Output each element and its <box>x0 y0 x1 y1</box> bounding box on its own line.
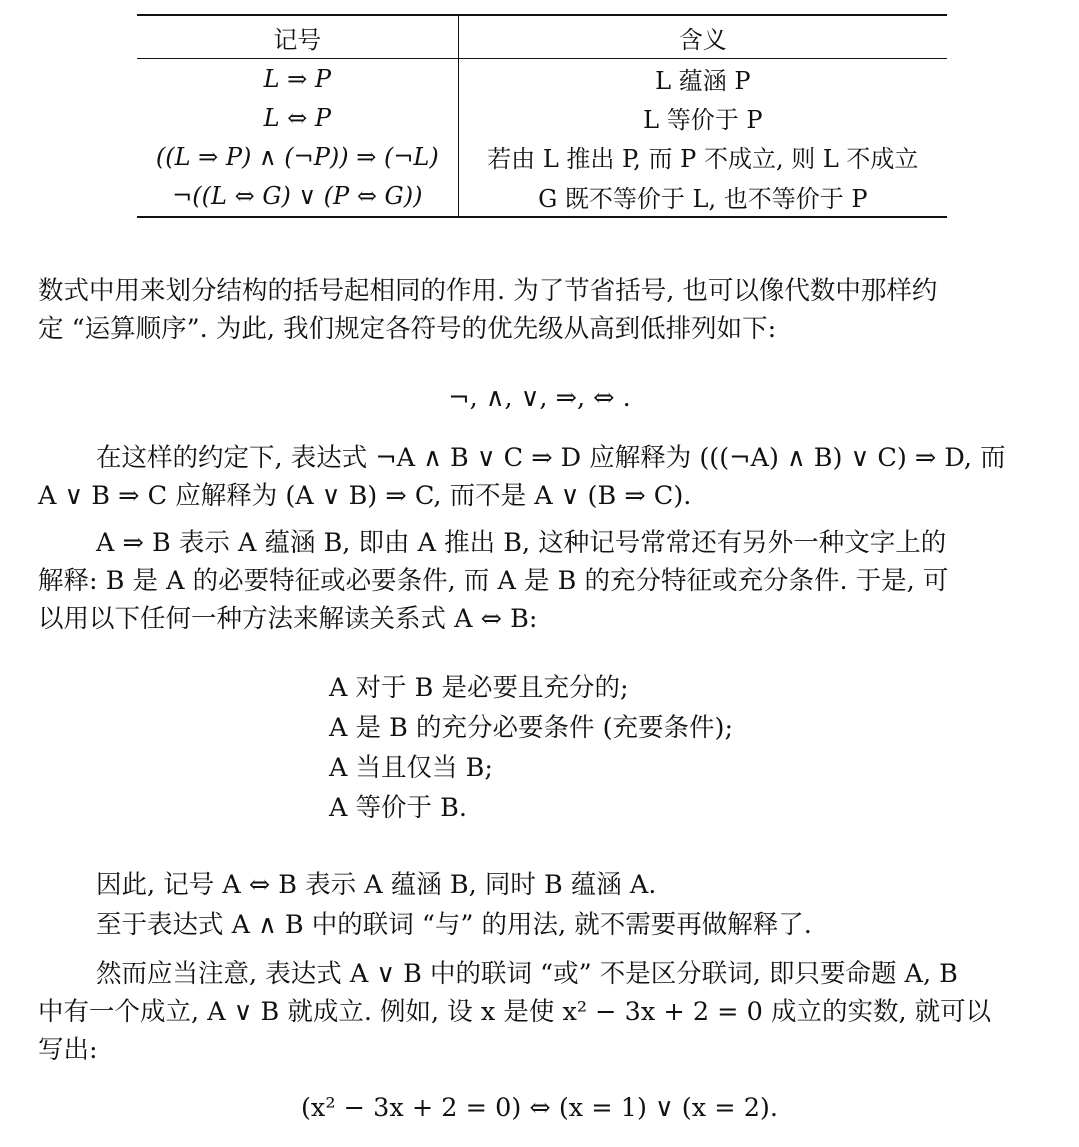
paragraph-5 <box>38 906 1054 944</box>
table-cell-meaning: G 既不等价于 L, 也不等价于 P <box>458 176 947 217</box>
paragraph-6 <box>38 955 1054 1069</box>
text-line: 中有一个成立, A ∨ B 就成立. 例如, 设 x 是使 x² − 3x + 2 = 0 成立的实数, 就可以 <box>38 997 992 1027</box>
table-cell-notation: L ⇔ P <box>137 98 458 137</box>
list-item: A 当且仅当 B; <box>329 753 493 783</box>
table-cell-notation: L ⇒ P <box>137 59 458 99</box>
table-cell-notation: ((L ⇒ P) ∧ (¬P)) ⇒ (¬L) <box>137 137 458 176</box>
text-line: 解释: B 是 A 的必要特征或必要条件, 而 A 是 B 的充分特征或充分条件. 于是, 可 <box>38 566 949 596</box>
paragraph-3 <box>38 524 1054 638</box>
text-line: A ⇒ B 表示 A 蕴涵 B, 即由 A 推出 B, 这种记号常常还有另外一种文字上的 <box>96 528 947 558</box>
paragraph-1 <box>38 272 1054 348</box>
list-item: A 对于 B 是必要且充分的; <box>329 673 629 703</box>
paragraph-2 <box>38 439 1054 515</box>
text-line: 然而应当注意, 表达式 A ∨ B 中的联词 “或” 不是区分联词, 即只要命题 A, B <box>96 959 958 989</box>
table-header-row <box>137 15 947 59</box>
text-line: 因此, 记号 A ⇔ B 表示 A 蕴涵 B, 同时 B 蕴涵 A. <box>96 870 657 900</box>
table-cell-meaning: 若由 L 推出 P, 而 P 不成立, 则 L 不成立 <box>487 145 919 173</box>
table-cell-meaning: L 等价于 P <box>643 106 763 134</box>
equivalence-readings <box>329 668 733 828</box>
text-line: 在这样的约定下, 表达式 ¬A ∧ B ∨ C ⇒ D 应解释为 (((¬A) ∧ B) ∨ C) ⇒ D, 而 <box>96 443 1006 473</box>
text-line: 定 “运算顺序”. 为此, 我们规定各符号的优先级从高到低排列如下: <box>38 314 777 344</box>
text-line: 以用以下任何一种方法来解读关系式 A ⇔ B: <box>38 604 538 634</box>
table-header-notation: 记号 <box>137 15 458 59</box>
priority-list: ¬, ∧, ∨, ⇒, ⇔ . <box>448 383 631 413</box>
text-line: 写出: <box>38 1035 98 1065</box>
table-row <box>137 59 947 99</box>
list-item: A 是 B 的充分必要条件 (充要条件); <box>329 713 734 743</box>
table-row <box>137 137 947 176</box>
list-item: A 等价于 B. <box>329 793 467 823</box>
text-line: 数式中用来划分结构的括号起相同的作用. 为了节省括号, 也可以像代数中那样约 <box>38 276 938 306</box>
text-line: 至于表达式 A ∧ B 中的联词 “与” 的用法, 就不需要再做解释了. <box>96 910 812 940</box>
table-cell-notation: ¬((L ⇔ G) ∨ (P ⇔ G)) <box>137 176 458 217</box>
notation-table <box>137 14 947 218</box>
table-row <box>137 98 947 137</box>
paragraph-4 <box>38 866 1054 904</box>
table-row <box>137 176 947 217</box>
table-header-meaning: 含义 <box>458 15 947 59</box>
text-line: A ∨ B ⇒ C 应解释为 (A ∨ B) ⇒ C, 而不是 A ∨ (B ⇒ C). <box>38 481 692 511</box>
display-formula: (x² − 3x + 2 = 0) ⇔ (x = 1) ∨ (x = 2). <box>300 1093 778 1123</box>
table-cell-meaning: L 蕴涵 P <box>655 67 751 95</box>
